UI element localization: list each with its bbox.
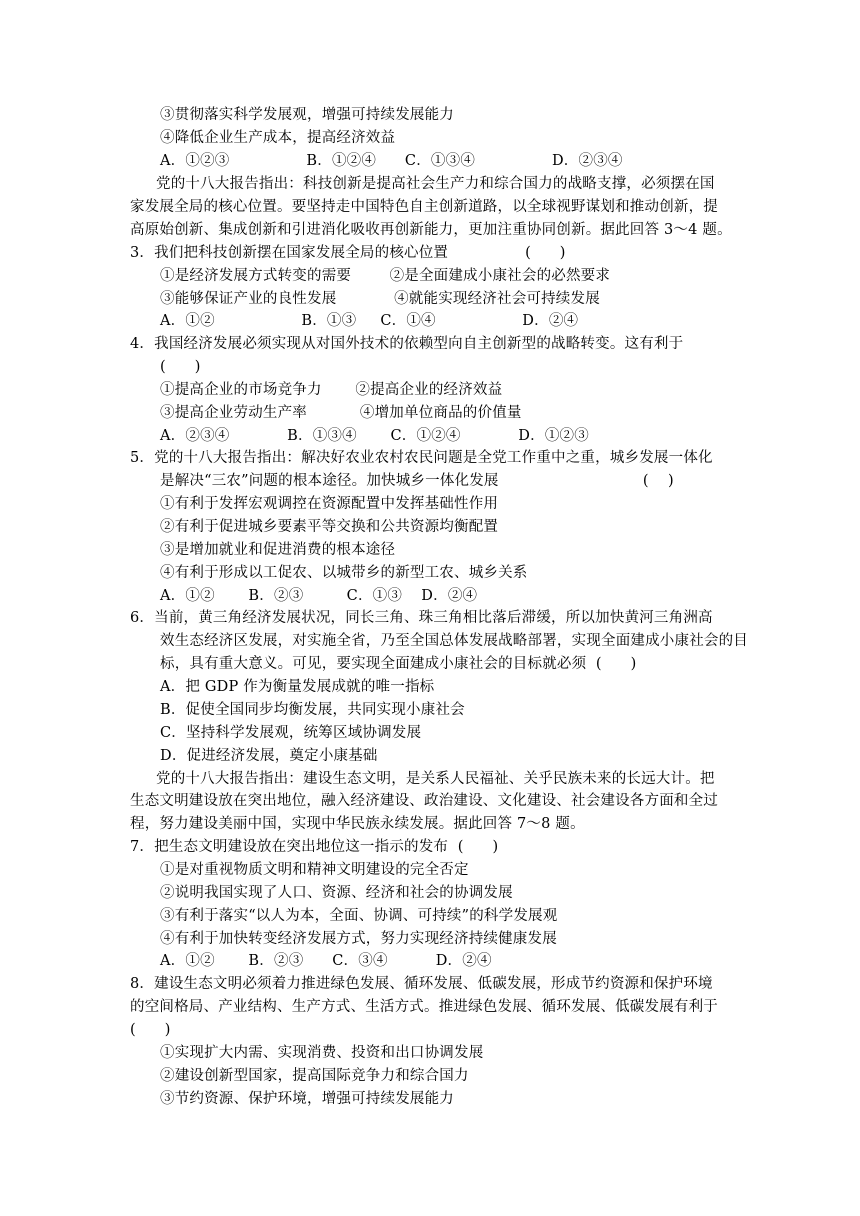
option-line: ③是增加就业和促进消费的根本途径: [160, 542, 396, 558]
question-stem-cont: 效生态经济区发展，对实施全省，乃至全国总体发展战略部署，实现全面建成小康社会的目: [160, 633, 748, 649]
passage-line: 家发展全局的核心位置。要坚持走中国特色自主创新道路，以全球视野谋划和推动创新，提: [130, 199, 718, 215]
answer-bracket: ( ): [130, 1022, 171, 1038]
answer-choices: A．①② B．②③ C．①③ D．②④: [160, 588, 478, 604]
passage-line: 党的十八大报告指出：科技创新是提高社会生产力和综合国力的战略支撑，必须摆在国: [156, 176, 715, 192]
answer-choices: A．①② B．①③ C．①④ D．②④: [160, 313, 579, 329]
option-line: ③有利于落实“以人为本，全面、协调、可持续”的科学发展观: [160, 908, 558, 924]
option-line: ①提高企业的市场竞争力 ②提高企业的经济效益: [160, 382, 503, 398]
option-line: ①实现扩大内需、实现消费、投资和出口协调发展: [160, 1045, 484, 1061]
answer-bracket: ( ): [160, 359, 201, 375]
option-c: C．坚持科学发展观，统筹区域协调发展: [160, 725, 422, 741]
question-stem: 8．建设生态文明必须着力推进绿色发展、循环发展、低碳发展，形成节约资源和保护环境: [130, 976, 713, 992]
question-stem-cont: 的空间格局、产业结构、生产方式、生活方式。推进绿色发展、循环发展、低碳发展有利于: [130, 999, 718, 1015]
option-line: ②有利于促进城乡要素平等交换和公共资源均衡配置: [160, 519, 499, 535]
option-line: ④有利于加快转变经济发展方式，努力实现经济持续健康发展: [160, 931, 557, 947]
option-line: ④降低企业生产成本，提高经济效益: [160, 130, 396, 146]
option-line: ③节约资源、保护环境，增强可持续发展能力: [160, 1091, 454, 1107]
passage-line: 高原始创新、集成创新和引进消化吸收再创新能力，更加注重协同创新。据此回答 3～4 题。: [130, 222, 732, 238]
passage-line: 党的十八大报告指出：建设生态文明，是关系人民福祉、关乎民族未来的长远大计。把: [156, 771, 715, 787]
question-stem-cont: 是解决“三农”问题的根本途径。加快城乡一体化发展 ( ): [160, 473, 674, 489]
option-line: ①有利于发挥宏观调控在资源配置中发挥基础性作用: [160, 496, 499, 512]
option-line: ④有利于形成以工促农、以城带乡的新型工农、城乡关系: [160, 565, 528, 581]
option-line: ①是对重视物质文明和精神文明建设的完全否定: [160, 862, 469, 878]
passage-line: 生态文明建设放在突出地位，融入经济建设、政治建设、文化建设、社会建设各方面和全过: [130, 793, 718, 809]
question-stem-cont: 标，具有重大意义。可见，要实现全面建成小康社会的目标就必须 ( ): [160, 656, 637, 672]
question-stem: 3．我们把科技创新摆在国家发展全局的核心位置 ( ): [130, 245, 566, 261]
option-b: B．促使全国同步均衡发展，共同实现小康社会: [160, 702, 465, 718]
passage-line: 程，努力建设美丽中国，实现中华民族永续发展。据此回答 7～8 题。: [130, 816, 585, 832]
option-line: ③提高企业劳动生产率 ④增加单位商品的价值量: [160, 405, 522, 421]
answer-choices: A．①② B．②③ C．③④ D．②④: [160, 953, 492, 969]
option-line: ③能够保证产业的良性发展 ④就能实现经济社会可持续发展: [160, 291, 600, 307]
question-stem: 7．把生态文明建设放在突出地位这一指示的发布 ( ): [130, 839, 499, 855]
question-stem: 6．当前，黄三角经济发展状况，同长三角、珠三角相比落后滞缓，所以加快黄河三角洲高: [130, 610, 713, 626]
question-stem: 4．我国经济发展必须实现从对国外技术的依赖型向自主创新型的战略转变。这有利于: [130, 336, 684, 352]
option-line: ②说明我国实现了人口、资源、经济和社会的协调发展: [160, 885, 513, 901]
option-d: D．促进经济发展，奠定小康基础: [160, 748, 378, 764]
option-line: ②建设创新型国家，提高国际竞争力和综合国力: [160, 1068, 469, 1084]
option-line: ③贯彻落实科学发展观，增强可持续发展能力: [160, 107, 454, 123]
question-stem: 5．党的十八大报告指出：解决好农业农村农民问题是全党工作重中之重，城乡发展一体化: [130, 450, 713, 466]
option-line: ①是经济发展方式转变的需要 ②是全面建成小康社会的必然要求: [160, 268, 611, 284]
answer-choices: A．①②③ B．①②④ C．①③④ D．②③④: [160, 153, 623, 169]
option-a: A．把 GDP 作为衡量发展成就的唯一指标: [160, 679, 435, 695]
answer-choices: A．②③④ B．①③④ C．①②④ D．①②③: [160, 428, 589, 444]
